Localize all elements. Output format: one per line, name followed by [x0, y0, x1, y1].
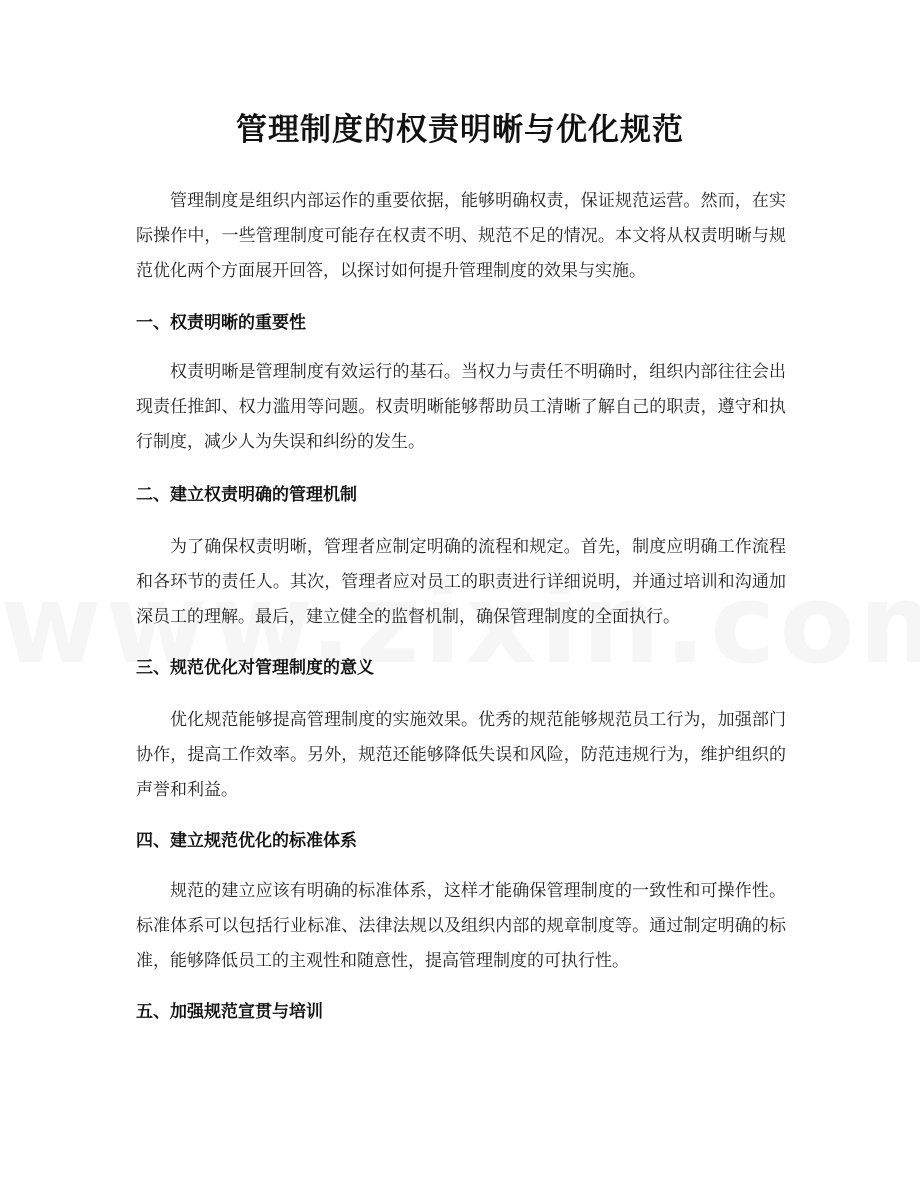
document-title: 管理制度的权责明晰与优化规范: [236, 112, 684, 148]
section-body-2: 为了确保权责明晰，管理者应制定明确的流程和规定。首先，制度应明确工作流程和各环节的责任人。其次，管理者应对员工的职责进行详细说明，并通过培训和沟通加深员工的理解。最后，建立健全的监督机制，确保管理制度的全面执行。: [136, 537, 786, 627]
section-heading-5: 五、加强规范宣贯与培训: [136, 1002, 323, 1022]
section-heading-3: 三、规范优化对管理制度的意义: [136, 658, 374, 678]
intro-paragraph: 管理制度是组织内部运作的重要依据，能够明确权责，保证规范运营。然而，在实际操作中，一些管理制度可能存在权责不明、规范不足的情况。本文将从权责明晰与规范优化两个方面展开回答，以探讨如何提升管理制度的效果与实施。: [136, 191, 786, 281]
section-heading-2: 二、建立权责明确的管理机制: [136, 485, 357, 505]
section-body-1: 权责明晰是管理制度有效运行的基石。当权力与责任不明确时，组织内部往往会出现责任推卸、权力滥用等问题。权责明晰能够帮助员工清晰了解自己的职责，遵守和执行制度，减少人为失误和纠纷的发生。: [136, 362, 786, 452]
section-heading-4: 四、建立规范优化的标准体系: [136, 831, 357, 851]
section-body-4: 规范的建立应该有明确的标准体系，这样才能确保管理制度的一致性和可操作性。标准体系可以包括行业标准、法律法规以及组织内部的规章制度等。通过制定明确的标准，能够降低员工的主观性和随意性，提高管理制度的可执行性。: [136, 881, 786, 971]
section-heading-1: 一、权责明晰的重要性: [136, 313, 306, 333]
section-body-3: 优化规范能够提高管理制度的实施效果。优秀的规范能够规范员工行为，加强部门协作，提高工作效率。另外，规范还能够降低失误和风险，防范违规行为，维护组织的声誉和利益。: [136, 710, 786, 800]
